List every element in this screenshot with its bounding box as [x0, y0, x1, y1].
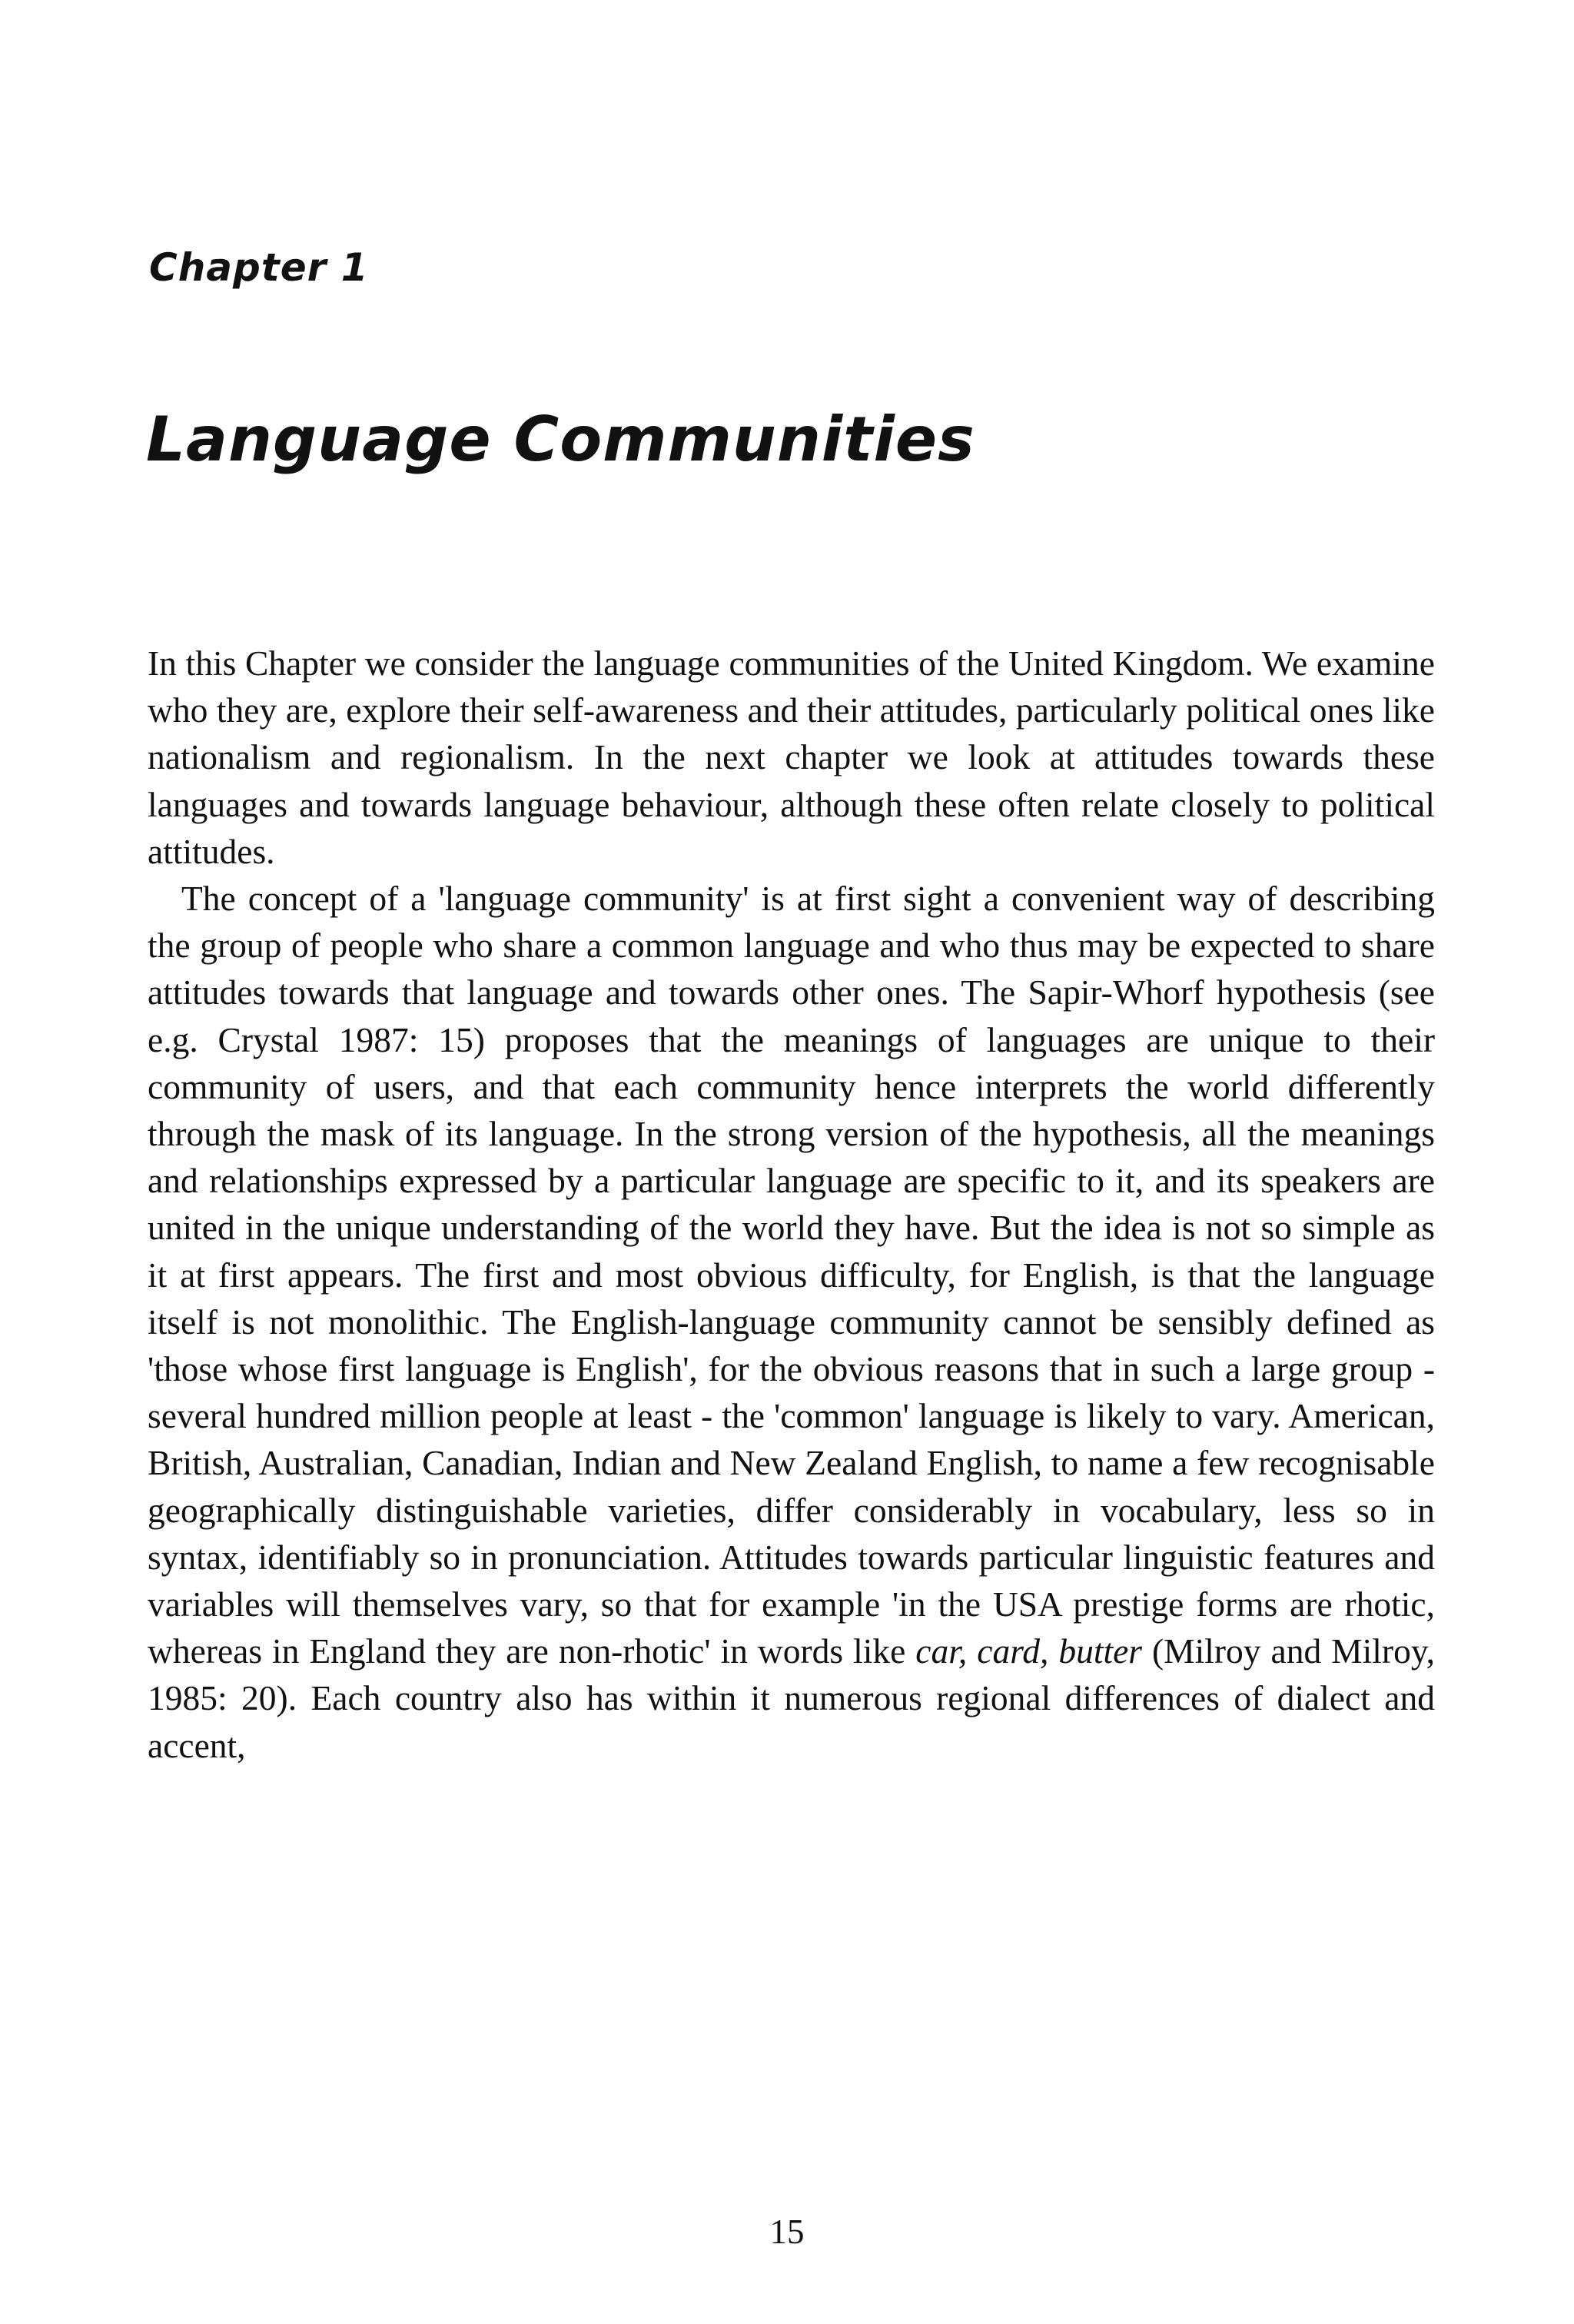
paragraph-text-part-2: (Milroy and Milroy, 1985: 20). Each country also has within it numerous regional differences of dialect and accent, — [148, 1631, 1435, 1765]
paragraph-text-part-1: The concept of a 'language community' is at first sight a convenient way of describing the group of people who share a common language and who thus may be expected to share attitudes towards that language and towards other ones. The Sapir-Whorf hypothesis (see e.g. Crystal 1987: 15) proposes that the meanings of languages are unique to their community of users, and that each community hence interprets the world differently through the mask of its language. In the strong version of the hypothesis, all the meanings and relationships expressed by a particular language are specific to it, and its speakers are united in the unique understanding of the world they have. But the idea is not so simple as it at first appears. The first and most obvious difficulty, for English, is that the language itself is not monolithic. The English-language community cannot be sensibly defined as 'those whose first language is English', for the obvious reasons that in such a large group - several hundred million people at least - the 'common' language is likely to vary. American, British, Australian, Canadian, Indian and New Zealand English, to name a few recognisable geographically distinguishable varieties, differ considerably in vocabulary, less so in syntax, identifiably so in pronunciation. Attitudes towards particular linguistic features and variables will themselves vary, so that for example 'in the USA prestige forms are rhotic, whereas in England they are non-rhotic' in words like — [148, 879, 1435, 1671]
chapter-body — [148, 640, 1435, 1769]
intro-paragraph: In this Chapter we consider the language communities of the United Kingdom. We examine who they are, explore their self-awareness and their attitudes, particularly political ones like nationalism and regionalism. In the next chapter we look at attitudes towards these languages and towards language behaviour, although these often relate closely to political attitudes. — [148, 643, 1435, 871]
language-community-paragraph — [148, 875, 1435, 1769]
example-words: car, card, butter — [915, 1631, 1143, 1671]
chapter-title: Language Communities — [146, 404, 975, 475]
chapter-label: Chapter 1 — [149, 245, 369, 290]
page-number: 15 — [769, 2213, 805, 2251]
